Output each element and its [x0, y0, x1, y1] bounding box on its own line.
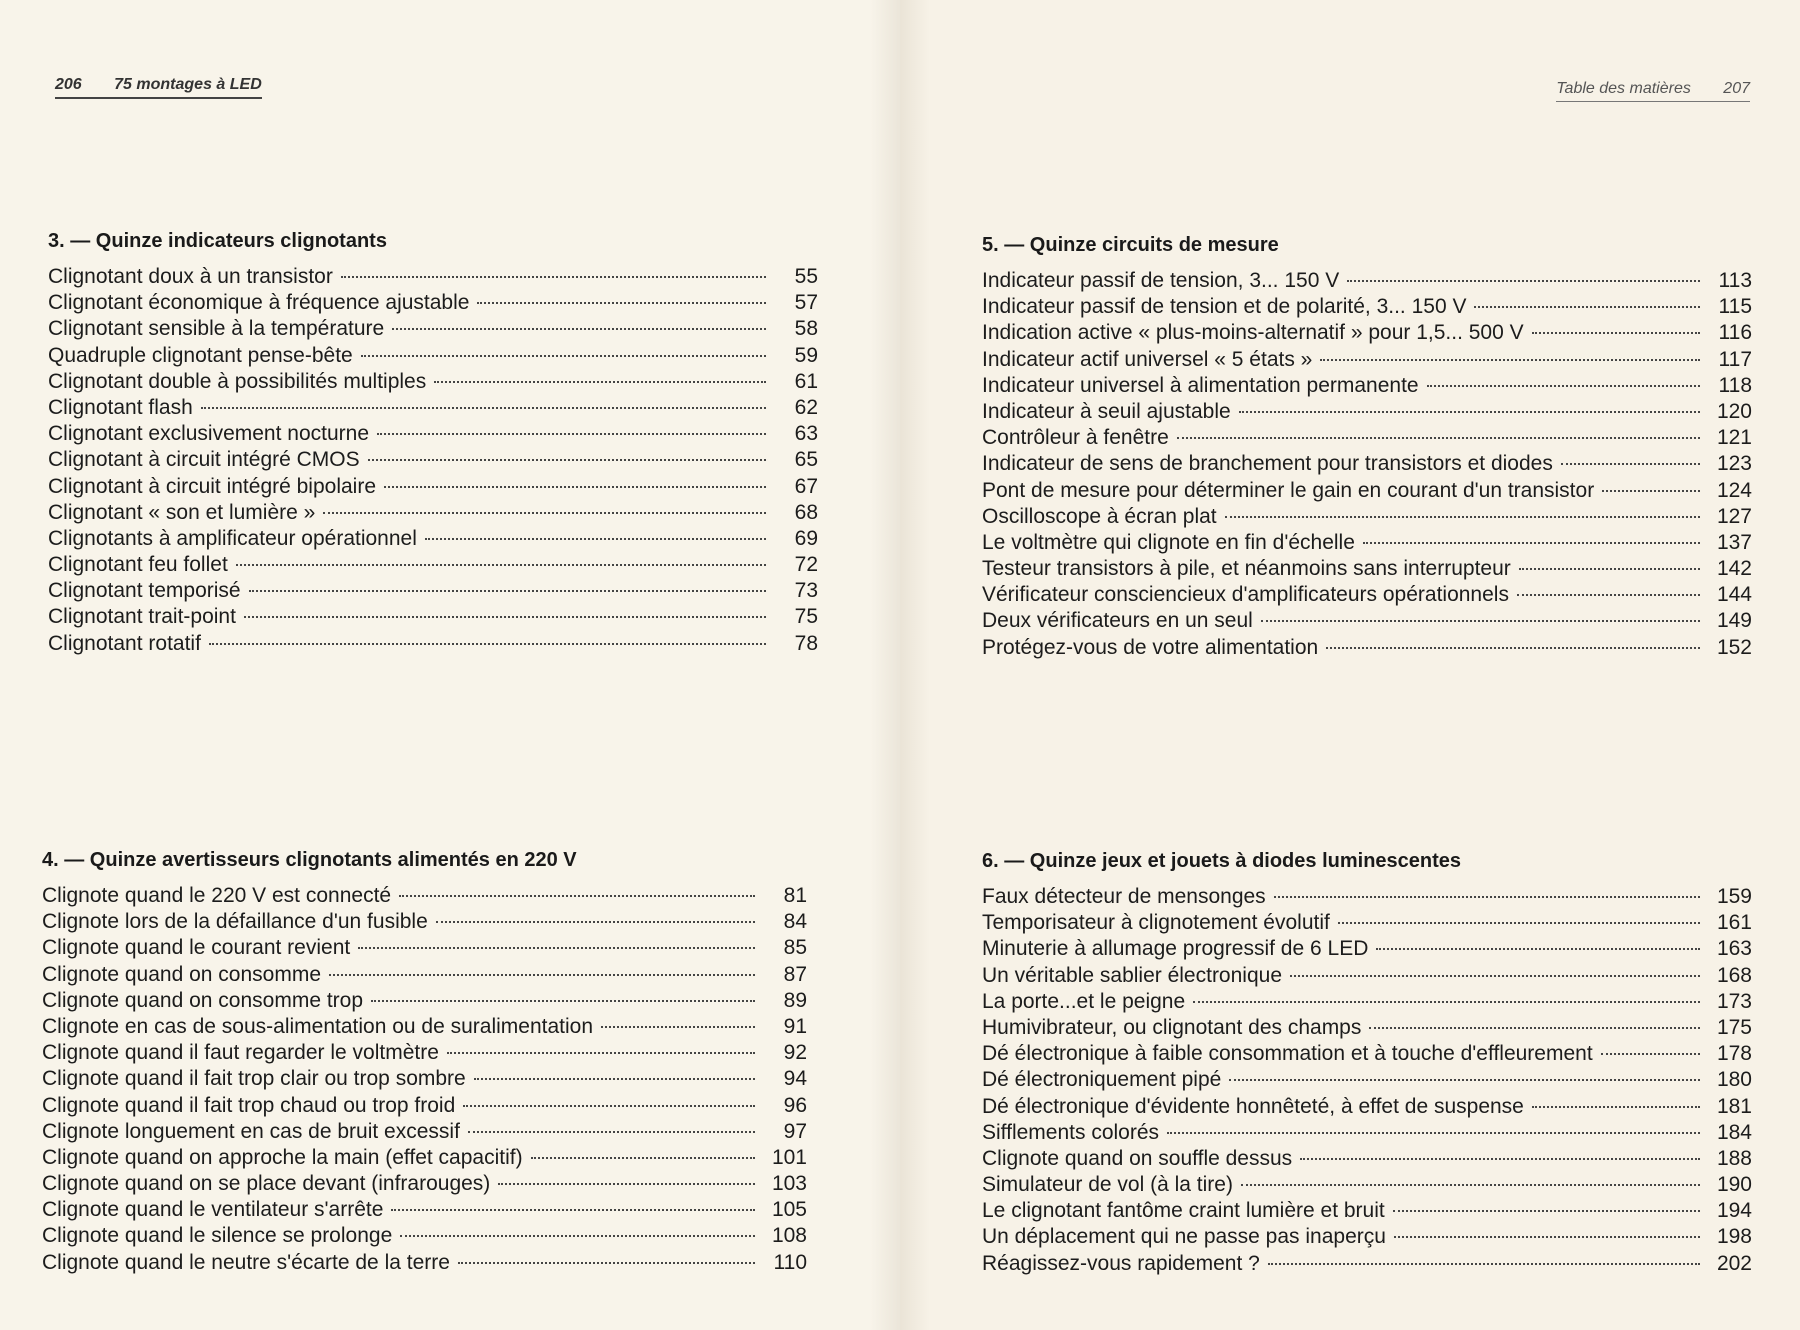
- right-running-title: Table des matières: [1556, 80, 1691, 97]
- toc-entry: [982, 1146, 1752, 1172]
- dot-leader: [1376, 942, 1700, 950]
- dot-leader: [1167, 1126, 1700, 1134]
- dot-leader: [498, 1177, 755, 1185]
- toc-entry: [42, 1014, 807, 1040]
- toc-entry: [48, 526, 818, 552]
- toc-entry: [982, 608, 1752, 634]
- toc-entry-title: Clignotant double à possibilités multiples: [48, 369, 427, 393]
- toc-entry: [982, 478, 1752, 504]
- toc-entry-title: Clignotant trait-point: [48, 605, 236, 629]
- toc-entry-title: Clignote lors de la défaillance d'un fusible: [42, 910, 428, 934]
- toc-entry-page: 73: [794, 579, 818, 603]
- toc-entry-title: Un véritable sablier électronique: [982, 963, 1282, 987]
- toc-entry-page: 198: [1716, 1225, 1752, 1249]
- left-running-title: 75 montages à LED: [114, 76, 262, 93]
- dot-leader: [458, 1256, 755, 1264]
- toc-entry: [982, 425, 1752, 451]
- toc-entry: [982, 1094, 1752, 1120]
- toc-entry: [982, 373, 1752, 399]
- toc-entry: [982, 582, 1752, 608]
- toc-section-4: [42, 849, 807, 1276]
- toc-entry-page: 161: [1716, 911, 1752, 935]
- dot-leader: [358, 941, 755, 949]
- toc-entry-title: Le clignotant fantôme craint lumière et bruit: [982, 1199, 1385, 1223]
- toc-entry-title: Clignote quand le ventilateur s'arrête: [42, 1198, 384, 1222]
- toc-entry-page: 123: [1716, 452, 1752, 476]
- toc-entry-title: La porte...et le peigne: [982, 989, 1186, 1013]
- right-running-header: [1556, 80, 1750, 102]
- toc-entry: [982, 1041, 1752, 1067]
- dot-leader: [1300, 1152, 1700, 1160]
- toc-entry-title: Clignotant « son et lumière »: [48, 500, 316, 524]
- toc-entry: [42, 1171, 807, 1197]
- toc-entry-page: 137: [1716, 530, 1752, 554]
- dot-leader: [368, 453, 766, 461]
- dot-leader: [399, 889, 755, 897]
- toc-entry-title: Indicateur de sens de branchement pour transistors et diodes: [982, 452, 1553, 476]
- toc-entry: [48, 290, 818, 316]
- toc-entry-title: Le voltmètre qui clignote en fin d'échelle: [982, 530, 1355, 554]
- toc-entry-title: Oscilloscope à écran plat: [982, 504, 1217, 528]
- toc-entry-page: 108: [771, 1224, 807, 1248]
- toc-entry: [48, 264, 818, 290]
- dot-leader: [341, 270, 766, 278]
- toc-entry: [982, 451, 1752, 477]
- toc-entry-title: Clignotant exclusivement nocturne: [48, 422, 370, 446]
- toc-entry-title: Clignote quand il fait trop clair ou trop sombre: [42, 1067, 466, 1091]
- toc-entry-title: Clignotant temporisé: [48, 579, 241, 603]
- toc-entry-title: Clignotants à amplificateur opérationnel: [48, 526, 417, 550]
- dot-leader: [392, 322, 766, 330]
- toc-entry-page: 159: [1716, 885, 1752, 908]
- dot-leader: [1363, 536, 1700, 544]
- toc-entry-page: 72: [794, 553, 818, 577]
- toc-entry-page: 57: [794, 291, 818, 315]
- toc-entry: [48, 447, 818, 473]
- toc-entry-title: Indicateur universel à alimentation permanente: [982, 373, 1419, 397]
- toc-entry-title: Clignote quand on approche la main (effet capacitif): [42, 1145, 523, 1169]
- dot-leader: [1561, 457, 1700, 465]
- toc-entry: [982, 1251, 1752, 1277]
- toc-entry-page: 68: [794, 500, 818, 524]
- toc-entry-list: [48, 264, 818, 657]
- dot-leader: [1268, 1257, 1700, 1265]
- toc-entry: [982, 1120, 1752, 1146]
- toc-entry: [982, 910, 1752, 936]
- toc-entry-page: 181: [1716, 1094, 1752, 1118]
- toc-entry: [982, 530, 1752, 556]
- toc-entry-title: Clignote quand on souffle dessus: [982, 1146, 1293, 1170]
- dot-leader: [1241, 1178, 1700, 1186]
- toc-entry: [42, 1145, 807, 1171]
- toc-entry: [48, 604, 818, 630]
- toc-entry-page: 116: [1718, 321, 1752, 345]
- toc-entry-page: 163: [1716, 937, 1752, 961]
- dot-leader: [1517, 588, 1700, 596]
- dot-leader: [384, 480, 766, 488]
- toc-entry-title: Indicateur à seuil ajustable: [982, 399, 1231, 423]
- toc-entry-title: Clignotant économique à fréquence ajustable: [48, 291, 470, 315]
- toc-entry: [42, 1040, 807, 1066]
- toc-entry-title: Deux vérificateurs en un seul: [982, 609, 1253, 633]
- toc-entry-page: 144: [1716, 583, 1752, 607]
- toc-entry: [48, 552, 818, 578]
- toc-entry: [982, 504, 1752, 530]
- toc-entry: [42, 1250, 807, 1276]
- toc-entry-page: 87: [783, 962, 807, 986]
- dot-leader: [377, 427, 766, 435]
- toc-entry-page: 58: [794, 317, 818, 341]
- toc-entry: [48, 631, 818, 657]
- toc-entry-page: 85: [783, 936, 807, 960]
- toc-entry-page: 152: [1716, 635, 1752, 659]
- toc-entry: [48, 395, 818, 421]
- dot-leader: [323, 506, 766, 514]
- toc-entry-title: Quadruple clignotant pense-bête: [48, 343, 353, 367]
- toc-entry: [42, 988, 807, 1014]
- toc-entry-page: 62: [794, 395, 818, 419]
- dot-leader: [1274, 890, 1700, 898]
- toc-entry-page: 190: [1716, 1173, 1752, 1197]
- toc-entry-title: Clignote quand le neutre s'écarte de la terre: [42, 1250, 450, 1274]
- dot-leader: [1393, 1204, 1700, 1212]
- toc-entry: [48, 369, 818, 395]
- left-running-header: [55, 76, 262, 99]
- toc-entry: [982, 556, 1752, 582]
- dot-leader: [400, 1229, 755, 1237]
- toc-entry-list: [42, 883, 807, 1276]
- toc-entry-page: 97: [783, 1119, 807, 1143]
- toc-entry-title: Réagissez-vous rapidement ?: [982, 1251, 1260, 1275]
- toc-entry: [982, 399, 1752, 425]
- dot-leader: [1601, 1047, 1700, 1055]
- toc-entry-title: Clignotant flash: [48, 395, 193, 419]
- dot-leader: [447, 1046, 755, 1054]
- section-title: 6. — Quinze jeux et jouets à diodes luminescentes: [982, 850, 1462, 872]
- left-page-number: 206: [55, 76, 82, 93]
- toc-entry-title: Protégez-vous de votre alimentation: [982, 635, 1319, 659]
- dot-leader: [1193, 995, 1700, 1003]
- dot-leader: [474, 1072, 755, 1080]
- dot-leader: [1338, 916, 1700, 924]
- toc-entry-title: Vérificateur consciencieux d'amplificateurs opérationnels: [982, 583, 1509, 607]
- toc-entry: [42, 883, 807, 909]
- section-title: 5. — Quinze circuits de mesure: [982, 234, 1279, 256]
- toc-entry: [48, 421, 818, 447]
- toc-entry: [48, 343, 818, 369]
- toc-entry: [982, 294, 1752, 320]
- dot-leader: [201, 401, 766, 409]
- toc-entry-title: Indication active « plus-moins-alternatif » pour 1,5... 500 V: [982, 321, 1524, 345]
- dot-leader: [1519, 562, 1700, 570]
- dot-leader: [425, 532, 766, 540]
- toc-entry: [48, 500, 818, 526]
- toc-entry-title: Pont de mesure pour déterminer le gain en courant d'un transistor: [982, 478, 1595, 502]
- dot-leader: [436, 915, 755, 923]
- toc-entry: [982, 1224, 1752, 1250]
- toc-entry-page: 65: [794, 448, 818, 472]
- toc-entry-title: Indicateur passif de tension, 3... 150 V: [982, 269, 1340, 292]
- toc-entry-page: 63: [794, 422, 818, 446]
- toc-entry: [982, 320, 1752, 346]
- toc-entry: [42, 1223, 807, 1249]
- dot-leader: [371, 994, 755, 1002]
- dot-leader: [1394, 1230, 1700, 1238]
- toc-entry-title: Clignote quand le 220 V est connecté: [42, 884, 392, 907]
- toc-entry-page: 91: [783, 1014, 807, 1038]
- toc-entry-title: Un déplacement qui ne passe pas inaperçu: [982, 1225, 1386, 1249]
- toc-entry-page: 184: [1716, 1120, 1752, 1144]
- toc-entry-title: Clignote quand il fait trop chaud ou trop froid: [42, 1093, 456, 1117]
- toc-entry-page: 120: [1716, 399, 1752, 423]
- toc-entry: [982, 936, 1752, 962]
- toc-entry-page: 61: [794, 369, 818, 393]
- toc-entry-title: Clignote quand on se place devant (infrarouges): [42, 1172, 491, 1196]
- toc-entry: [982, 963, 1752, 989]
- toc-entry-title: Minuterie à allumage progressif de 6 LED: [982, 937, 1369, 961]
- dot-leader: [236, 558, 766, 566]
- right-page-number: 207: [1723, 80, 1750, 97]
- toc-entry-page: 194: [1716, 1199, 1752, 1223]
- toc-entry-page: 180: [1716, 1068, 1752, 1092]
- toc-entry-title: Clignotant feu follet: [48, 553, 228, 577]
- toc-entry-page: 178: [1716, 1042, 1752, 1066]
- toc-entry: [982, 347, 1752, 373]
- dot-leader: [1239, 405, 1700, 413]
- toc-entry-page: 173: [1716, 989, 1752, 1013]
- dot-leader: [244, 610, 766, 618]
- toc-entry-title: Dé électroniquement pipé: [982, 1068, 1222, 1092]
- toc-entry-title: Clignotant à circuit intégré CMOS: [48, 448, 360, 472]
- toc-entry-page: 59: [794, 343, 818, 367]
- toc-entry: [42, 1066, 807, 1092]
- dot-leader: [1290, 969, 1700, 977]
- toc-entry: [48, 578, 818, 604]
- toc-entry-page: 175: [1716, 1015, 1752, 1039]
- toc-entry-page: 84: [783, 910, 807, 934]
- toc-section-3: [48, 230, 818, 657]
- toc-entry-page: 105: [771, 1198, 807, 1222]
- toc-entry-title: Clignote quand le courant revient: [42, 936, 351, 960]
- toc-entry-title: Clignote quand le silence se prolonge: [42, 1224, 393, 1248]
- toc-entry-page: 118: [1718, 373, 1752, 397]
- dot-leader: [1369, 1021, 1700, 1029]
- toc-entry-title: Clignote quand il faut regarder le voltmètre: [42, 1041, 439, 1065]
- toc-entry: [42, 1197, 807, 1223]
- toc-entry-page: 110: [773, 1250, 807, 1274]
- toc-entry-title: Clignotant rotatif: [48, 631, 201, 655]
- toc-entry-title: Testeur transistors à pile, et néanmoins sans interrupteur: [982, 557, 1511, 581]
- dot-leader: [463, 1099, 755, 1107]
- toc-entry: [42, 1119, 807, 1145]
- dot-leader: [1427, 379, 1700, 387]
- toc-entry-title: Sifflements colorés: [982, 1120, 1160, 1144]
- dot-leader: [329, 968, 755, 976]
- toc-entry: [42, 909, 807, 935]
- toc-entry-title: Clignote en cas de sous-alimentation ou de suralimentation: [42, 1014, 593, 1038]
- toc-entry-page: 67: [794, 474, 818, 498]
- toc-entry-title: Clignote longuement en cas de bruit excessif: [42, 1119, 460, 1143]
- toc-entry-page: 89: [783, 988, 807, 1012]
- toc-entry-title: Clignotant doux à un transistor: [48, 265, 333, 288]
- toc-entry: [982, 1067, 1752, 1093]
- toc-entry-page: 94: [783, 1067, 807, 1091]
- toc-entry-page: 55: [794, 265, 818, 288]
- toc-entry-list: [982, 884, 1752, 1277]
- toc-entry-title: Indicateur actif universel « 5 états »: [982, 347, 1313, 371]
- dot-leader: [434, 375, 766, 383]
- toc-entry-title: Indicateur passif de tension et de polarité, 3... 150 V: [982, 295, 1467, 319]
- toc-entry-title: Dé électronique à faible consommation et à touche d'effleurement: [982, 1042, 1593, 1066]
- toc-entry-page: 127: [1716, 504, 1752, 528]
- toc-entry-page: 92: [783, 1041, 807, 1065]
- toc-entry-page: 117: [1718, 347, 1752, 371]
- dot-leader: [1225, 510, 1700, 518]
- toc-entry: [42, 1093, 807, 1119]
- toc-entry: [982, 268, 1752, 294]
- toc-entry: [982, 1015, 1752, 1041]
- dot-leader: [601, 1020, 755, 1028]
- dot-leader: [1532, 1100, 1700, 1108]
- toc-section-6: [982, 850, 1752, 1277]
- dot-leader: [1474, 300, 1700, 308]
- toc-entry-title: Clignotant à circuit intégré bipolaire: [48, 474, 377, 498]
- toc-entry: [48, 316, 818, 342]
- section-title: 3. — Quinze indicateurs clignotants: [48, 230, 387, 252]
- dot-leader: [1229, 1073, 1700, 1081]
- toc-entry: [982, 1172, 1752, 1198]
- toc-entry-page: 202: [1716, 1251, 1752, 1275]
- toc-entry-page: 124: [1716, 478, 1752, 502]
- toc-entry-title: Clignote quand on consomme: [42, 962, 322, 986]
- dot-leader: [1347, 274, 1700, 282]
- toc-entry-page: 142: [1716, 557, 1752, 581]
- dot-leader: [1532, 326, 1700, 334]
- toc-entry-title: Temporisateur à clignotement évolutif: [982, 911, 1330, 935]
- toc-entry-page: 149: [1716, 609, 1752, 633]
- dot-leader: [1320, 353, 1700, 361]
- toc-entry-title: Simulateur de vol (à la tire): [982, 1173, 1233, 1197]
- dot-leader: [1261, 614, 1700, 622]
- toc-entry-title: Humivibrateur, ou clignotant des champs: [982, 1015, 1362, 1039]
- dot-leader: [468, 1125, 755, 1133]
- section-title: 4. — Quinze avertisseurs clignotants alimentés en 220 V: [42, 849, 577, 871]
- toc-entry: [982, 635, 1752, 661]
- toc-entry-page: 188: [1716, 1146, 1752, 1170]
- toc-entry-title: Dé électronique d'évidente honnêteté, à effet de suspense: [982, 1094, 1524, 1118]
- book-gutter: [870, 0, 930, 1330]
- toc-entry-page: 168: [1716, 963, 1752, 987]
- toc-entry-page: 81: [783, 884, 807, 907]
- toc-entry: [48, 474, 818, 500]
- toc-entry-page: 115: [1718, 295, 1752, 319]
- dot-leader: [209, 637, 766, 645]
- dot-leader: [361, 349, 766, 357]
- toc-entry-page: 121: [1716, 426, 1752, 450]
- dot-leader: [1602, 484, 1700, 492]
- toc-entry-list: [982, 268, 1752, 661]
- toc-section-5: [982, 234, 1752, 661]
- toc-entry-page: 113: [1718, 269, 1752, 292]
- toc-entry-page: 103: [771, 1172, 807, 1196]
- dot-leader: [477, 296, 766, 304]
- toc-entry-title: Clignote quand on consomme trop: [42, 988, 364, 1012]
- dot-leader: [531, 1151, 755, 1159]
- toc-entry-page: 101: [771, 1145, 807, 1169]
- toc-entry: [42, 935, 807, 961]
- dot-leader: [1326, 641, 1700, 649]
- toc-entry: [982, 989, 1752, 1015]
- toc-entry: [982, 1198, 1752, 1224]
- dot-leader: [249, 584, 766, 592]
- toc-entry-page: 75: [794, 605, 818, 629]
- toc-entry-title: Faux détecteur de mensonges: [982, 885, 1266, 908]
- toc-entry: [982, 884, 1752, 910]
- toc-entry-title: Clignotant sensible à la température: [48, 317, 385, 341]
- dot-leader: [391, 1203, 755, 1211]
- toc-entry-title: Contrôleur à fenêtre: [982, 426, 1169, 450]
- dot-leader: [1177, 431, 1700, 439]
- toc-entry-page: 69: [794, 526, 818, 550]
- toc-entry: [42, 962, 807, 988]
- toc-entry-page: 78: [794, 631, 818, 655]
- toc-entry-page: 96: [783, 1093, 807, 1117]
